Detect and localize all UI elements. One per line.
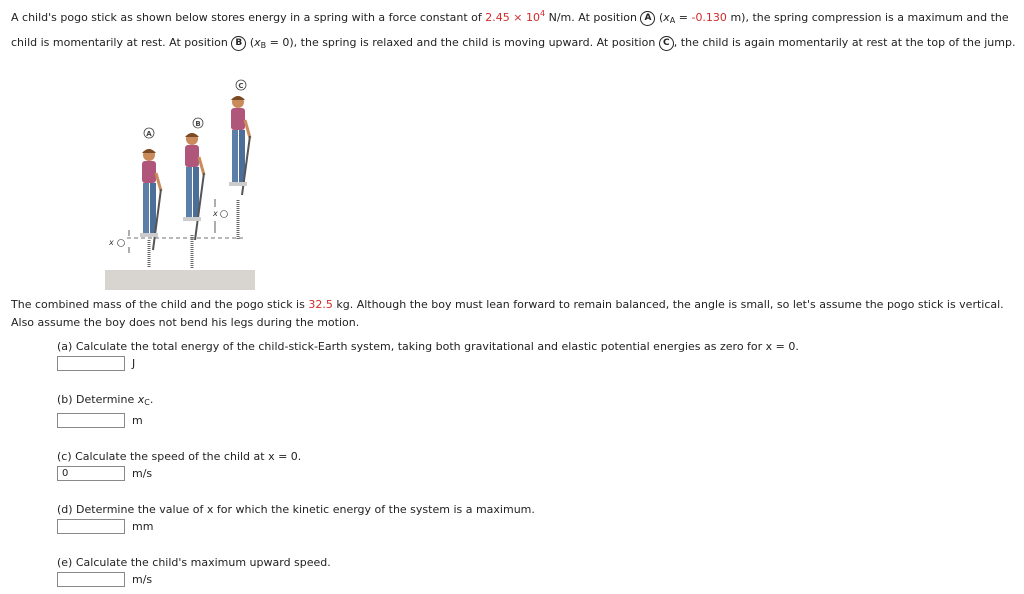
child-at-c	[229, 96, 250, 240]
ground	[105, 270, 255, 290]
answer-e-unit: m/s	[132, 573, 153, 586]
xa-marker-label: x	[109, 238, 114, 247]
answer-e-row	[57, 572, 152, 587]
answer-a-unit: J	[132, 357, 136, 370]
answer-d-row	[57, 519, 153, 534]
xa-value: -0.130	[691, 11, 727, 24]
question-e: (e) Calculate the child's maximum upward speed.	[57, 556, 331, 569]
question-d: (d) Determine the value of x for which the kinetic energy of the system is a maximum.	[57, 503, 535, 516]
answer-c-row	[57, 466, 152, 481]
mass-value: 32.5	[308, 298, 333, 311]
question-b: (b) Determine $x_C$.	[57, 393, 154, 407]
position-c-icon: C	[659, 36, 674, 51]
xc-marker-label: x	[213, 209, 218, 218]
position-a-icon: A	[640, 11, 655, 26]
question-c: (c) Calculate the speed of the child at x = 0.	[57, 450, 302, 463]
figure-label-c: C	[238, 82, 244, 90]
answer-b-unit: m	[132, 414, 143, 427]
answer-e-input[interactable]	[57, 572, 125, 587]
answer-d-input[interactable]	[57, 519, 125, 534]
figure-label-b: B	[195, 120, 201, 128]
answer-c-input[interactable]: 0	[57, 466, 125, 481]
figure-label-a: A	[146, 130, 152, 138]
spring-constant-value: $2.45 \times 10^4$	[485, 9, 546, 24]
answer-a-row	[57, 356, 135, 371]
child-at-a	[140, 149, 161, 268]
answer-b-row	[57, 413, 143, 428]
problem-paragraph: The combined mass of the child and the pogo stick is 32.5 kg. Although the boy must lean forward to remain balanced, the angle is small, so let's assume the pogo stick is vertical. Also assume the boy does not bend his legs during the motion.	[11, 298, 1004, 329]
answer-c-unit: m/s	[132, 467, 153, 480]
problem-intro: A child's pogo stick as shown below stores energy in a spring with a force constant of $2.45 \times 10^4$ N/m. At position A ($x_A = -0.130$ m), the spring compression is a maximum and the child is momentarily at rest. At position B $(x_B = 0)$, the spring is relaxed and the child is moving upward. At position C , the child is again momentarily at rest at the top of the jump.	[11, 9, 1016, 50]
answer-a-input[interactable]	[57, 356, 125, 371]
answer-d-unit: mm	[132, 520, 154, 533]
pogo-stick-figure	[105, 75, 257, 290]
answer-b-input[interactable]	[57, 413, 125, 428]
pogo-illustration	[105, 75, 257, 290]
child-at-b	[183, 133, 204, 268]
question-a: (a) Calculate the total energy of the child-stick-Earth system, taking both gravitational and elastic potential energies as zero for x = 0.	[57, 340, 799, 353]
position-b-icon: B	[231, 36, 246, 51]
